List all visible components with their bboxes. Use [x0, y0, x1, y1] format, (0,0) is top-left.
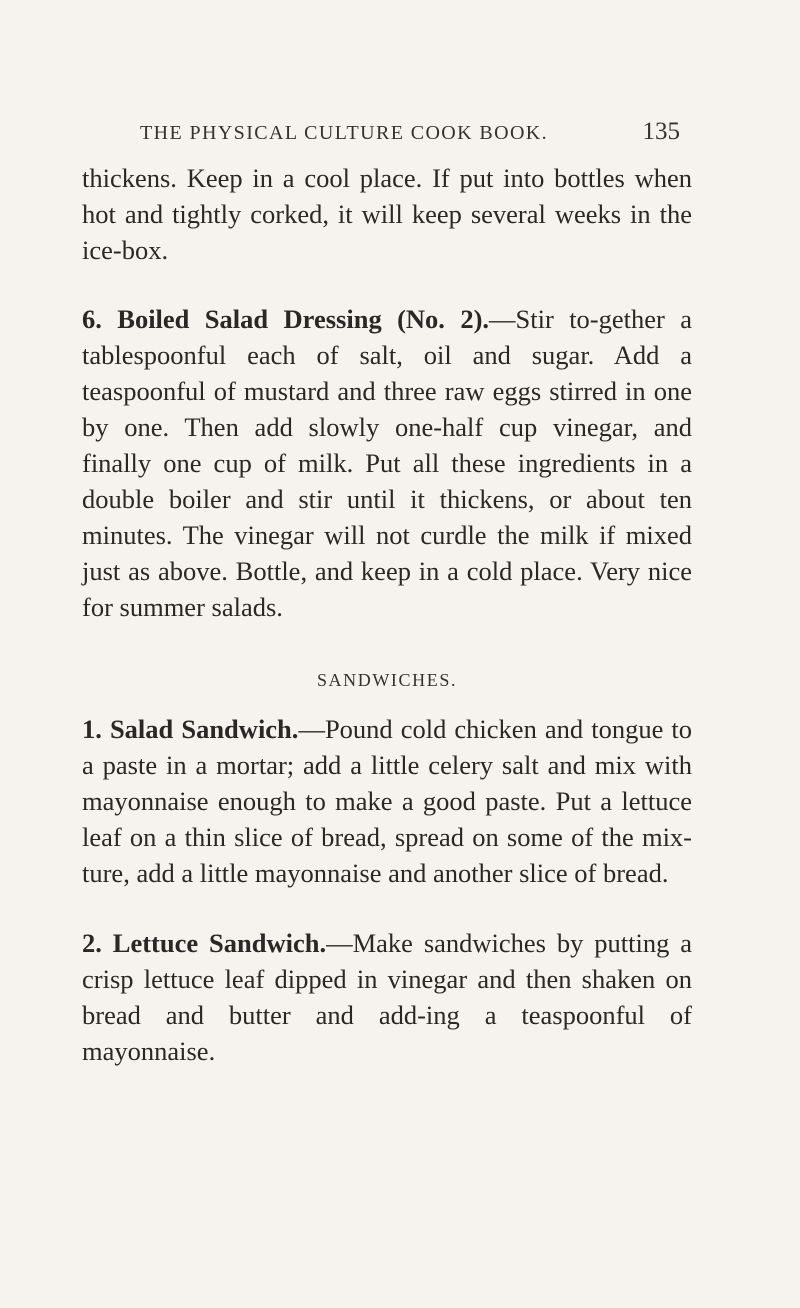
recipe-salad-sandwich — [82, 711, 692, 891]
recipe-number: 1. — [82, 714, 102, 744]
recipe-body: —Make sandwiches by putting a crisp lettuce leaf dipped in vinegar and then shaken on bread and butter and add-ing a teaspoonful of mayonnaise. — [82, 928, 692, 1066]
recipe-number: 2. — [82, 928, 102, 958]
page-content — [82, 160, 692, 1069]
recipe-title: Lettuce Sandwich. — [112, 928, 327, 958]
recipe-body: —Stir to-gether a tablespoonful each of salt, oil and sugar. Add a teaspoonful of mustard and three raw eggs stirred in one by one. Then add slowly one-half cup vinegar, and finally one cup of milk. Put all these ingredients in a double boiler and stir until it thickens, or about ten minutes. The vinegar will not curdle the milk if mixed just as above. Bottle, and keep in a cold place. Very nice for summer salads. — [82, 304, 692, 622]
recipe-title: Boiled Salad Dressing (No. 2). — [117, 304, 490, 334]
recipe-lettuce-sandwich — [82, 925, 692, 1069]
running-title: THE PHYSICAL CULTURE COOK BOOK. — [140, 122, 549, 144]
recipe-title: Salad Sandwich. — [109, 714, 299, 744]
paragraph-continuation: thickens. Keep in a cool place. If put into bottles when hot and tightly corked, it will keep several weeks in the ice-box. — [82, 163, 692, 265]
recipe-number: 6. — [82, 304, 102, 334]
recipe-body: —Pound cold chicken and tongue to a paste in a mortar; add a little celery salt and mix with mayonnaise enough to make a good paste. Put a lettuce leaf on a thin slice of bread, spread on some of the mix-ture, add a little mayonnaise and another slice of bread. — [82, 714, 692, 888]
section-heading: SANDWICHES. — [316, 670, 458, 690]
page-number: 135 — [642, 118, 680, 145]
recipe-boiled-salad-dressing — [82, 301, 692, 625]
running-head — [140, 118, 680, 148]
